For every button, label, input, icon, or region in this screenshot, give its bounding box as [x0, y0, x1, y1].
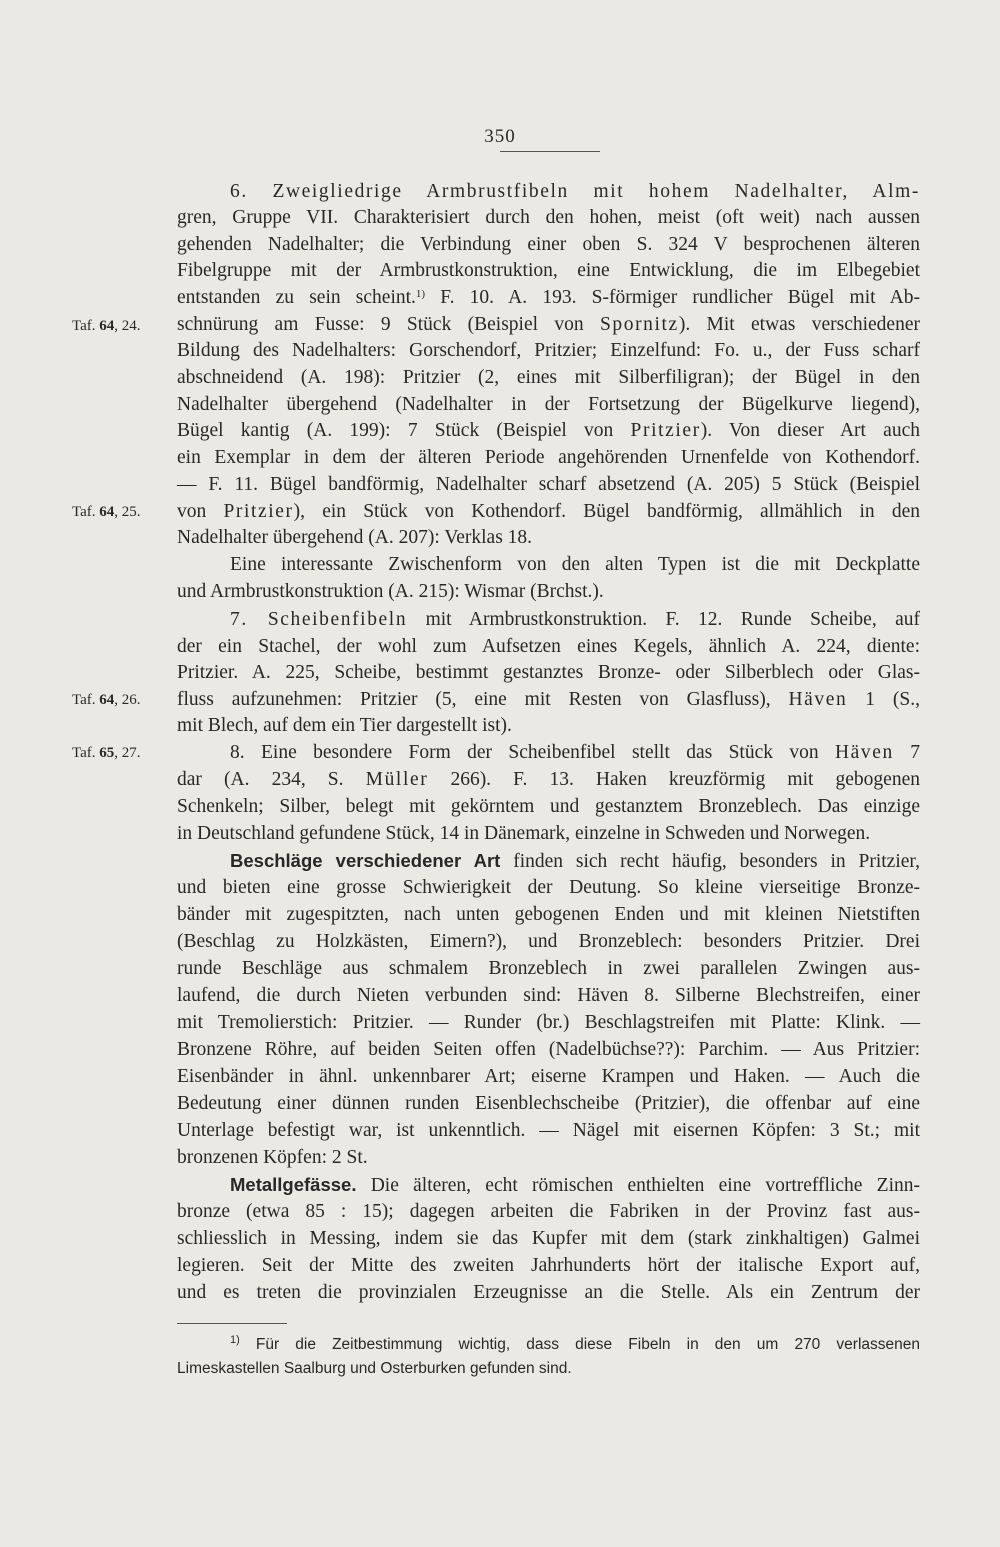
text-span: Bedeutung einer dünnen runden Eisenblechscheibe (Pritzier), die offenbar auf eine [177, 1093, 920, 1114]
text-span: — F. 11. Bügel bandförmig, Nadelhalter scharf absetzend (A. 205) 5 Stück (Beispiel [177, 474, 920, 495]
text-span: Schenkeln; Silber, belegt mit gekörntem und gestanztem Bronzeblech. Das einzige [177, 796, 920, 817]
text-span: Bronzene Röhre, auf beiden Seiten offen (Nadelbüchse??): Parchim. — Aus Pritzier: [177, 1039, 920, 1060]
text-line [177, 929, 920, 955]
text-line [177, 660, 920, 686]
margin-note [72, 316, 141, 336]
margin-note-plate: 64 [99, 318, 115, 334]
text-span: bronzenen Köpfen: 2 St. [177, 1147, 368, 1168]
text-span: mit Blech, auf dem ein Tier dargestellt ist). [177, 715, 512, 736]
text-line [177, 983, 920, 1009]
author-name: Müller [365, 769, 429, 790]
text-span: ), ein Stück von Kothendorf. Bügel bandförmig, allmählich in den [293, 501, 920, 522]
text-line [177, 579, 920, 605]
text-span: gehenden Nadelhalter; die Verbindung einer oben S. 324 V besprochenen älteren [177, 234, 920, 255]
text-line [230, 848, 920, 875]
text-line [177, 794, 920, 820]
text-span: Eine interessante Zwischenform von den alten Typen ist die mit Deckplatte [230, 554, 920, 575]
text-span: Unterlage befestigt war, ist unkenntlich. — Nägel mit eisernen Köpfen: 3 St.; mit [177, 1120, 920, 1141]
text-line [230, 740, 920, 766]
text-span: Pritzier. A. 225, Scheibe, bestimmt gestanztes Bronze- oder Silberblech oder Glas- [177, 662, 920, 683]
text-line [177, 1226, 920, 1252]
text-line [177, 902, 920, 928]
text-span: legieren. Seit der Mitte des zweiten Jahrhunderts hört der italische Export auf, [177, 1255, 920, 1276]
text-span: Nadelhalter übergehend (Nadelhalter in der Fortsetzung der Bügelkurve liegend), [177, 394, 920, 415]
text-line [177, 1118, 920, 1144]
text-line [177, 713, 920, 739]
text-line [177, 525, 920, 551]
text-line [177, 956, 920, 982]
text-line [230, 1172, 920, 1199]
text-line [177, 338, 920, 364]
margin-note-label: Taf. [72, 504, 96, 520]
text-span: der ein Stachel, der wohl zum Aufsetzen eines Kegels, ähnlich A. 224, diente: [177, 636, 920, 657]
text-line [177, 312, 920, 338]
margin-note-figure: , 24. [114, 318, 141, 334]
text-line [177, 499, 920, 525]
text-span: bänder mit zugespitzten, nach unten gebogenen Enden und mit kleinen Nietstiften [177, 904, 920, 925]
text-span: 8. Eine besondere Form der Scheibenfibel stellt das Stück von [230, 742, 835, 763]
page-number-rule [500, 151, 600, 152]
text-line [177, 1145, 920, 1171]
margin-note-figure: , 27. [114, 745, 141, 761]
text-span: ein Exemplar in dem der älteren Periode angehörenden Urnenfelde von Kothendorf. [177, 447, 920, 468]
margin-note-label: Taf. [72, 692, 96, 708]
text-span: schliesslich in Messing, indem sie das Kupfer mit dem (stark zinkhaltigen) Galmei [177, 1228, 920, 1249]
text-span: abschneidend (A. 198): Pritzier (2, eines mit Silberfiligran); der Bügel in den [177, 367, 920, 388]
margin-note-plate: 64 [99, 504, 115, 520]
text-span: Bügel kantig (A. 199): 7 Stück (Beispiel von [177, 420, 631, 441]
place-name: Häven [788, 689, 848, 710]
text-span: und Armbrustkonstruktion (A. 215): Wismar (Brchst.). [177, 581, 604, 602]
section-heading: Beschläge verschiedener Art [230, 850, 501, 871]
text-span: F. 10. A. 193. S-förmiger rundlicher Bügel mit Ab- [425, 287, 920, 308]
place-name: Pritzier [630, 420, 701, 441]
text-line [177, 232, 920, 258]
text-line [177, 285, 920, 311]
text-span: 1 (S., [847, 689, 920, 710]
text-span: schnürung am Fusse: 9 Stück (Beispiel von [177, 314, 600, 335]
text-line [177, 1091, 920, 1117]
footnote-line [230, 1333, 920, 1357]
text-span: Die älteren, echt römischen enthielten eine vortreffliche Zinn- [356, 1175, 920, 1196]
text-line [177, 445, 920, 471]
text-line [230, 179, 920, 205]
text-span: und es treten die provinzialen Erzeugnisse an die Stelle. Als ein Zentrum der [177, 1282, 920, 1303]
margin-note-plate: 65 [99, 745, 115, 761]
text-line [177, 767, 920, 793]
text-span: Nadelhalter übergehend (A. 207): Verklas 18. [177, 527, 533, 548]
margin-note [72, 502, 141, 522]
text-line [177, 875, 920, 901]
section-heading: Metallgefässe. [230, 1174, 357, 1195]
text-line [177, 687, 920, 713]
text-span: bronze (etwa 85 : 15); dagegen arbeiten die Fabriken in der Provinz fast aus- [177, 1201, 920, 1222]
text-span: 266). F. 13. Haken kreuzförmig mit gebogenen [428, 769, 920, 790]
footnote-marker: 1) [230, 1334, 240, 1346]
margin-note-figure: , 26. [114, 692, 141, 708]
text-line [177, 392, 920, 418]
text-line [177, 258, 920, 284]
footnote-text: Für die Zeitbestimmung wichtig, dass diese Fibeln in den um 270 verlassenen [239, 1336, 920, 1353]
text-span: ). Mit etwas verschiedener [678, 314, 920, 335]
text-span: laufend, die durch Nieten verbunden sind: Häven 8. Silberne Blechstreifen, einer [177, 985, 920, 1006]
text-span: mit Tremolierstich: Pritzier. — Runder (br.) Beschlagstreifen mit Platte: Klink. — [177, 1012, 920, 1033]
text-line [177, 1253, 920, 1279]
text-span: (Beschlag zu Holzkästen, Eimern?), und Bronzeblech: besonders Pritzier. Drei [177, 931, 920, 952]
footnote-ref: 1) [415, 288, 426, 300]
text-span: in Deutschland gefundene Stück, 14 in Dänemark, einzelne in Schweden und Norwegen. [177, 823, 871, 844]
text-line [177, 821, 920, 847]
text-line [177, 472, 920, 498]
text-span: Fibelgruppe mit der Armbrustkonstruktion, eine Entwicklung, die im Elbegebiet [177, 260, 920, 281]
page-number: 350 [484, 126, 516, 147]
text-line [230, 552, 920, 578]
text-line [177, 1199, 920, 1225]
text-line [177, 1037, 920, 1063]
text-span: 7 [893, 742, 921, 763]
text-line [177, 634, 920, 660]
text-span: mit Armbrustkonstruktion. F. 12. Runde Scheibe, auf [407, 609, 920, 630]
place-name: Spornitz [599, 314, 679, 335]
text-span: Bildung des Nadelhalters: Gorschendorf, Pritzier; Einzelfund: Fo. u., der Fuss scharf [177, 340, 920, 361]
text-line [177, 1010, 920, 1036]
text-span: ). Von dieser Art auch [700, 420, 920, 441]
margin-note [72, 743, 141, 763]
margin-note-plate: 64 [99, 692, 115, 708]
text-span: runde Beschläge aus schmalem Bronzeblech in zwei parallelen Zwingen aus- [177, 958, 920, 979]
text-line [230, 607, 920, 633]
place-name: Häven [834, 742, 894, 763]
section-heading: 6. Zweigliedrige Armbrustfibeln mit hohem Nadelhalter, Alm- [230, 181, 920, 202]
text-span: von [177, 501, 224, 522]
text-line [177, 365, 920, 391]
footnote-rule [177, 1323, 287, 1324]
text-span: Eisenbänder in ähnl. unkennbarer Art; eiserne Krampen und Haken. — Auch die [177, 1066, 920, 1087]
text-span: entstanden zu sein scheint. [177, 287, 416, 308]
margin-note [72, 690, 141, 710]
place-name: Pritzier [223, 501, 294, 522]
margin-note-label: Taf. [72, 745, 96, 761]
text-span: dar (A. 234, S. [177, 769, 366, 790]
section-heading: 7. Scheibenfibeln [230, 609, 408, 630]
text-span: finden sich recht häufig, besonders in Pritzier, [500, 851, 920, 872]
text-span: und bieten eine grosse Schwierigkeit der Deutung. So kleine vierseitige Bronze- [177, 877, 920, 898]
margin-note-label: Taf. [72, 318, 96, 334]
text-line [177, 205, 920, 231]
text-line [177, 418, 920, 444]
text-span: gren, Gruppe VII. Charakterisiert durch den hohen, meist (oft weit) nach aussen [177, 207, 920, 228]
text-line [177, 1064, 920, 1090]
text-span: fluss aufzunehmen: Pritzier (5, eine mit Resten von Glasfluss), [177, 689, 789, 710]
text-line [177, 1280, 920, 1306]
margin-note-figure: , 25. [114, 504, 141, 520]
footnote-text: Limeskastellen Saalburg und Osterburken gefunden sind. [177, 1360, 572, 1377]
footnote-line [177, 1357, 920, 1381]
